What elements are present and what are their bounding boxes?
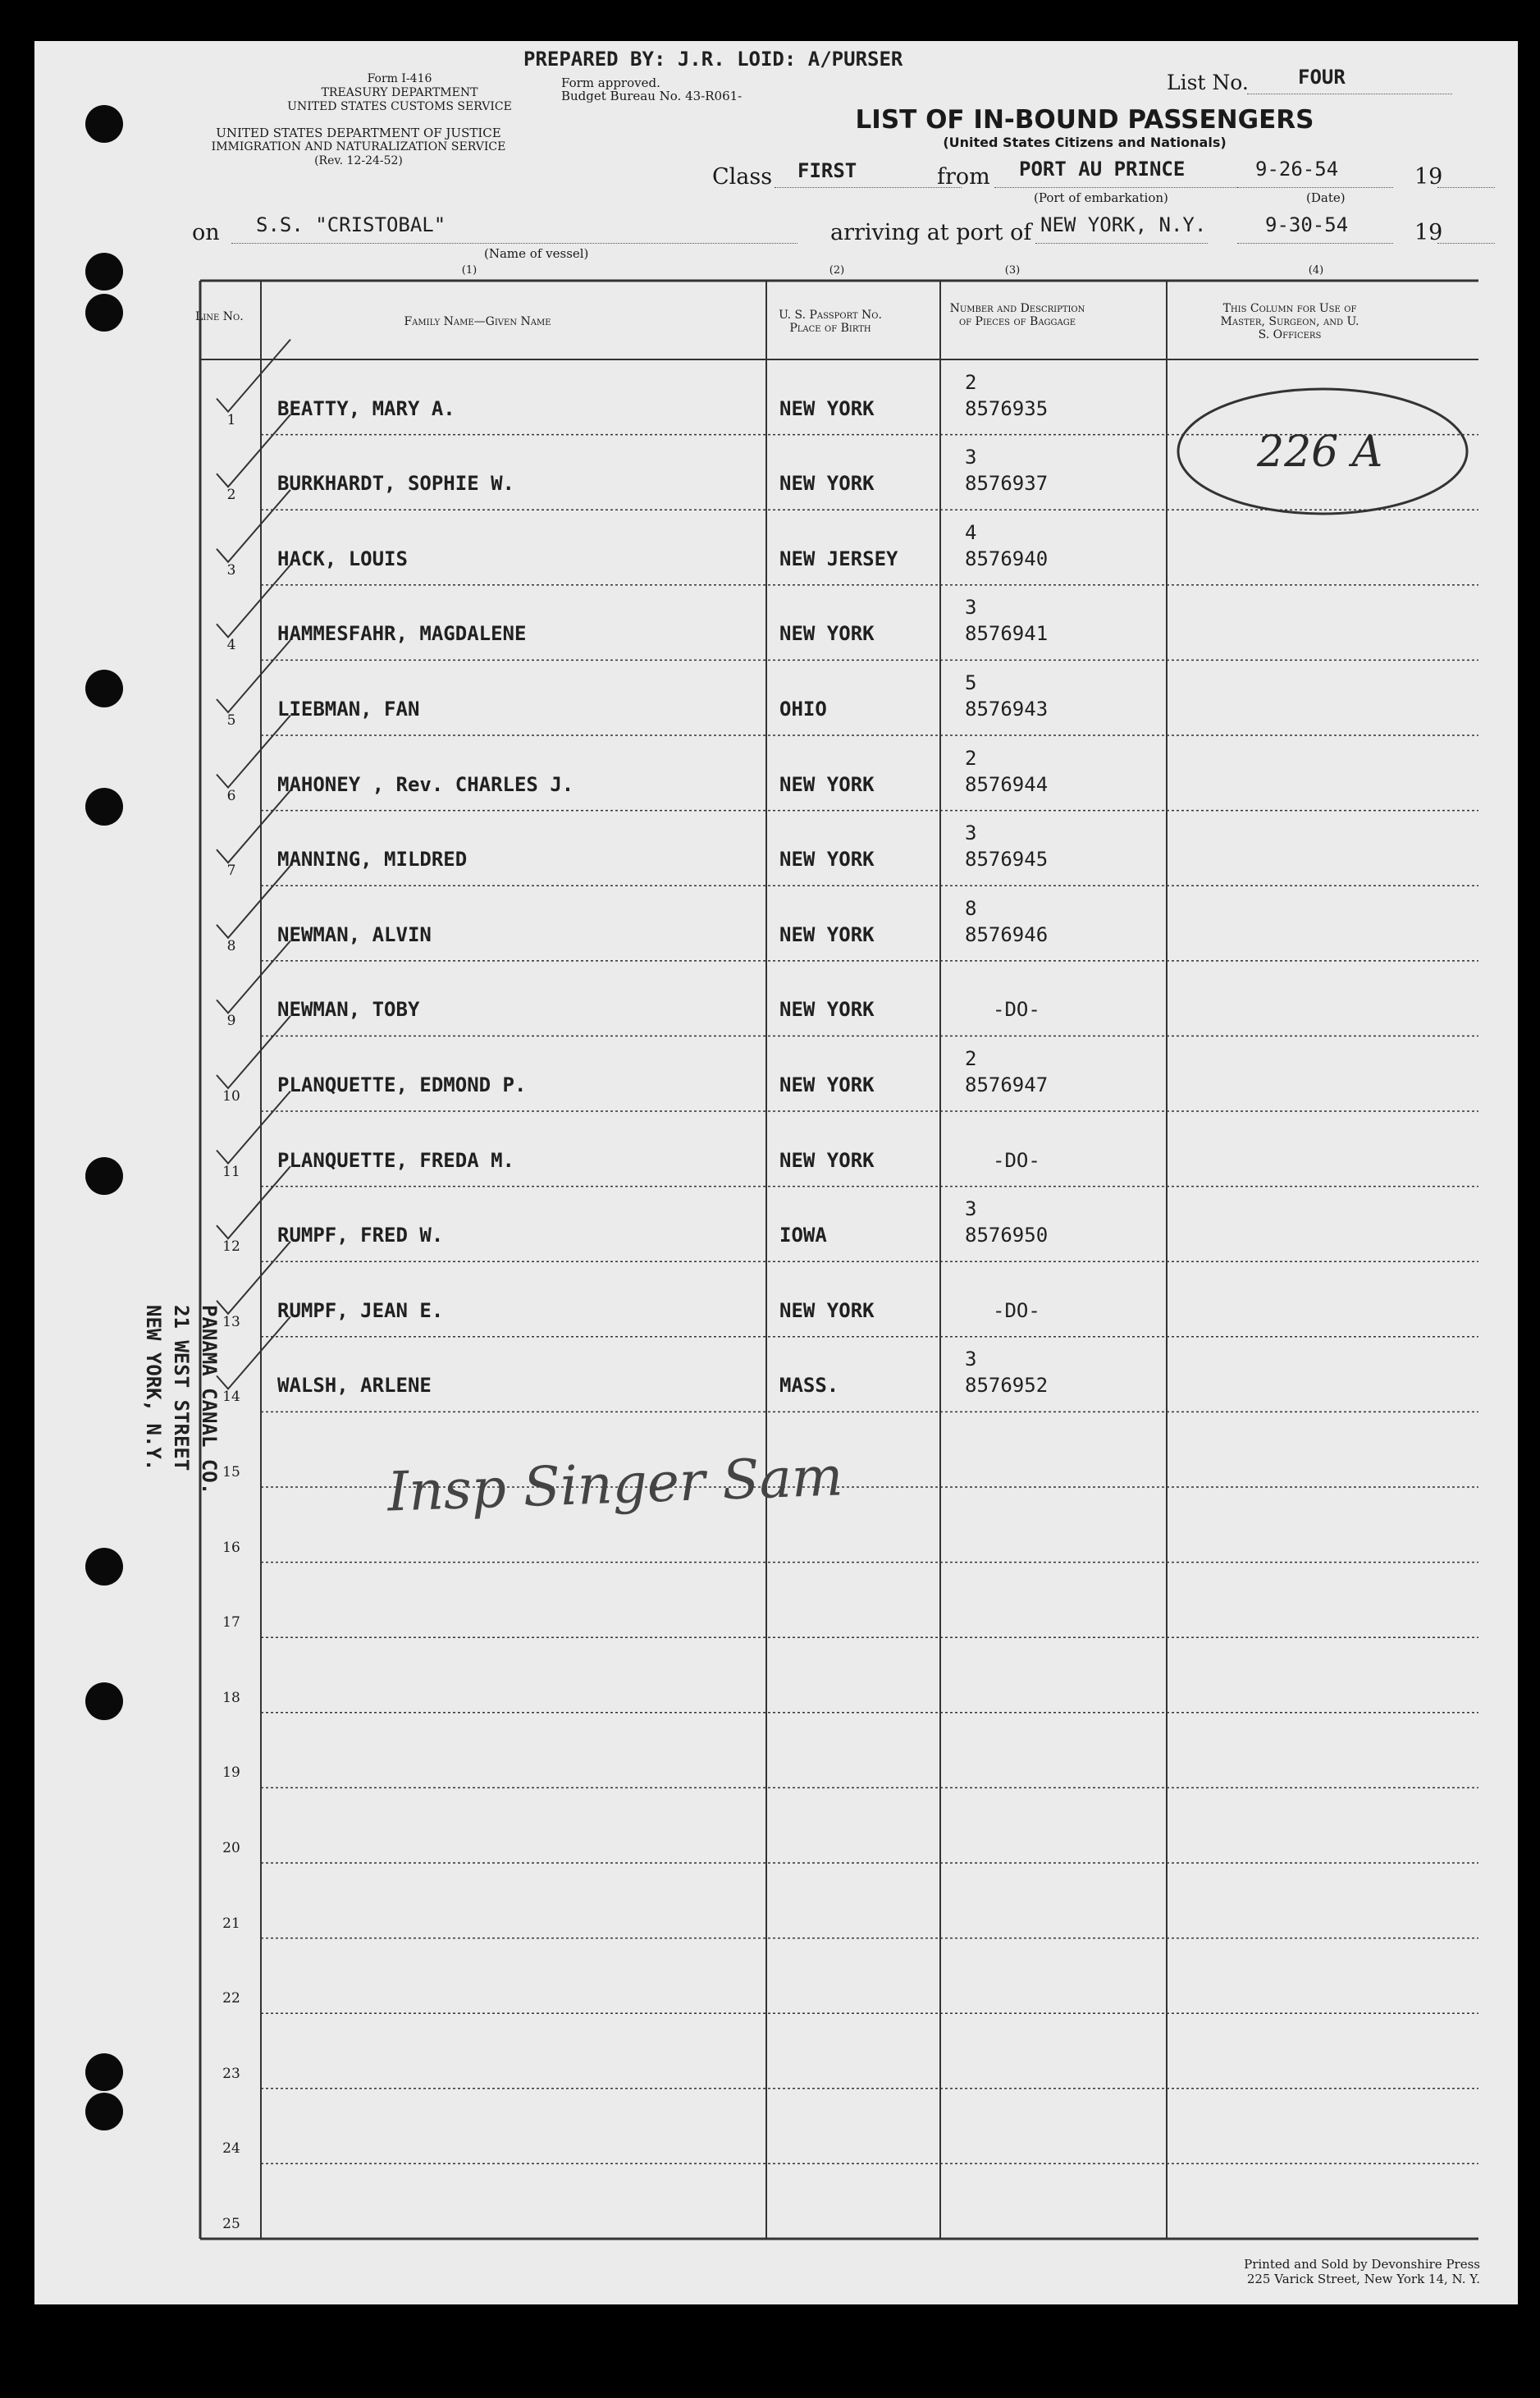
- passenger-name: NEWMAN, ALVIN: [277, 922, 432, 946]
- passenger-name: WALSH, ARLENE: [277, 1374, 432, 1398]
- baggage-pieces: 3: [965, 596, 977, 620]
- passenger-name: PLANQUETTE, FREDA M.: [277, 1148, 514, 1172]
- passenger-name: RUMPF, JEAN E.: [277, 1298, 444, 1322]
- embark-date: 9-26-54: [1255, 158, 1339, 181]
- baggage-pieces: 2: [965, 1047, 977, 1070]
- inspector-signature: Insp Singer Sam: [386, 1444, 844, 1524]
- from-label: from: [937, 164, 990, 190]
- line-number: 20: [222, 1840, 240, 1856]
- line-number: 25: [222, 2216, 240, 2232]
- line-number: 1: [226, 411, 236, 428]
- form-page: [34, 41, 1518, 2304]
- baggage-pieces: 5: [965, 671, 977, 694]
- circled-note-text: 226 A: [1257, 428, 1383, 477]
- place-of-birth: NEW JERSEY: [779, 547, 898, 570]
- baggage-tag: 8576941: [965, 622, 1049, 646]
- line-number: 21: [222, 1915, 240, 1932]
- baggage-pieces: 3: [965, 1348, 977, 1371]
- vessel-caption: (Name of vessel): [484, 246, 589, 261]
- port-embarkation-caption: (Port of embarkation): [1034, 190, 1168, 205]
- customs-service: UNITED STATES CUSTOMS SERVICE: [287, 100, 512, 113]
- port-of-embarkation: PORT AU PRINCE: [1019, 158, 1186, 181]
- baggage-tag: 8576952: [965, 1374, 1049, 1398]
- passenger-name: BURKHARDT, SOPHIE W.: [277, 472, 514, 496]
- place-of-birth: NEW YORK: [779, 622, 875, 646]
- place-of-birth: NEW YORK: [779, 1148, 875, 1172]
- baggage-tag: 8576935: [965, 396, 1049, 420]
- prepared-by: PREPARED BY: J.R. LOID: A/PURSER: [523, 48, 903, 71]
- line-number: 9: [226, 1013, 236, 1030]
- place-of-birth: NEW YORK: [779, 472, 875, 496]
- place-of-birth: NEW YORK: [779, 1073, 875, 1096]
- budget-bureau: Budget Bureau No. 43-R061-: [561, 89, 743, 103]
- arrival-date: 9-30-54: [1265, 213, 1349, 236]
- on-label: on: [192, 220, 220, 245]
- col-num-3: (3): [1004, 264, 1021, 277]
- header-officers: This Column for Use of Master, Surgeon, and U. S. Officers: [1220, 302, 1359, 341]
- baggage-pieces: 2: [965, 370, 977, 394]
- line-number: 11: [222, 1163, 240, 1180]
- arriving-label: arriving at port of: [830, 220, 1032, 245]
- line-number: 12: [222, 1238, 240, 1256]
- line-number: 22: [222, 1990, 240, 2007]
- place-of-birth: NEW YORK: [779, 998, 875, 1022]
- passenger-name: MANNING, MILDRED: [277, 848, 468, 872]
- form-approved: Form approved.: [561, 76, 660, 90]
- line-number: 15: [222, 1464, 240, 1480]
- line-number: 2: [226, 487, 236, 504]
- baggage-pieces: 3: [965, 1197, 977, 1221]
- place-of-birth: IOWA: [779, 1224, 827, 1247]
- baggage-tag: 8576944: [965, 772, 1049, 796]
- line-number: 14: [222, 1389, 240, 1406]
- line-number: 19: [222, 1764, 240, 1782]
- list-no-value: FOUR: [1298, 66, 1346, 89]
- class-label: Class: [712, 164, 773, 190]
- baggage-tag: 8576946: [965, 922, 1049, 946]
- line-number: 18: [222, 1689, 240, 1706]
- line-number: 7: [226, 863, 236, 880]
- printer-line-1: Printed and Sold by Devonshire Press: [1244, 2257, 1480, 2272]
- revision-date: (Rev. 12-24-52): [314, 154, 403, 167]
- line-number: 17: [222, 1614, 240, 1631]
- line-number: 13: [222, 1313, 240, 1330]
- year-label-1: 19: [1414, 164, 1443, 190]
- passenger-name: PLANQUETTE, EDMOND P.: [277, 1073, 527, 1096]
- baggage-tag: 8576943: [965, 698, 1049, 721]
- line-number: 4: [226, 637, 236, 654]
- header-name: Family Name—Given Name: [404, 315, 551, 328]
- circled-note: [1150, 361, 1495, 542]
- stamp-line-2: 21 WEST STREET: [170, 1305, 193, 1471]
- line-number: 24: [222, 2140, 240, 2158]
- line-number: 3: [226, 561, 236, 579]
- place-of-birth: NEW YORK: [779, 922, 875, 946]
- baggage-tag: 8576947: [965, 1073, 1049, 1096]
- header-baggage: Number and Description of Pieces of Baggage: [949, 302, 1085, 328]
- col-num-4: (4): [1308, 264, 1324, 277]
- stamp-line-1: PANAMA CANAL CO.: [198, 1305, 221, 1495]
- line-number: 8: [226, 937, 236, 954]
- place-of-birth: NEW YORK: [779, 396, 875, 420]
- header-passport: U. S. Passport No. Place of Birth: [779, 309, 882, 335]
- place-of-birth: NEW YORK: [779, 848, 875, 872]
- baggage-tag: -DO-: [993, 1148, 1040, 1172]
- line-number: 5: [226, 712, 236, 729]
- passenger-name: HAMMESFAHR, MAGDALENE: [277, 622, 527, 646]
- line-number: 6: [226, 787, 236, 804]
- col-num-2: (2): [829, 264, 845, 277]
- place-of-birth: NEW YORK: [779, 772, 875, 796]
- passenger-name: LIEBMAN, FAN: [277, 698, 420, 721]
- line-number: 23: [222, 2065, 240, 2082]
- treasury-dept: TREASURY DEPARTMENT: [321, 86, 478, 99]
- header-line-no: Line No.: [195, 310, 244, 323]
- passenger-name: BEATTY, MARY A.: [277, 396, 455, 420]
- side-stamp: [139, 1305, 223, 1494]
- list-no-label: List No.: [1167, 71, 1249, 94]
- port-of-arrival: NEW YORK, N.Y.: [1040, 213, 1207, 236]
- stamp-line-3: NEW YORK, N.Y.: [142, 1305, 165, 1471]
- passenger-name: MAHONEY , Rev. CHARLES J.: [277, 772, 574, 796]
- passenger-name: RUMPF, FRED W.: [277, 1224, 444, 1247]
- passenger-name: HACK, LOUIS: [277, 547, 408, 570]
- baggage-tag: -DO-: [993, 998, 1040, 1022]
- baggage-tag: 8576940: [965, 547, 1049, 570]
- printer-line-2: 225 Varick Street, New York 14, N. Y.: [1246, 2272, 1480, 2286]
- ins-service: IMMIGRATION AND NATURALIZATION SERVICE: [211, 140, 506, 153]
- baggage-pieces: 3: [965, 821, 977, 845]
- baggage-tag: 8576945: [965, 848, 1049, 872]
- class-value: FIRST: [797, 159, 857, 182]
- baggage-tag: 8576937: [965, 472, 1049, 496]
- vessel-name: S.S. "CRISTOBAL": [256, 213, 446, 236]
- baggage-pieces: 8: [965, 896, 977, 920]
- place-of-birth: OHIO: [779, 698, 827, 721]
- col-num-1: (1): [461, 264, 478, 277]
- place-of-birth: MASS.: [779, 1374, 839, 1398]
- place-of-birth: NEW YORK: [779, 1298, 875, 1322]
- line-number: 10: [222, 1088, 240, 1105]
- baggage-pieces: 2: [965, 746, 977, 770]
- form-number: Form I-416: [367, 72, 432, 85]
- baggage-tag: -DO-: [993, 1298, 1040, 1322]
- page-subtitle: (United States Citizens and Nationals): [943, 135, 1227, 150]
- baggage-tag: 8576950: [965, 1224, 1049, 1247]
- passenger-name: NEWMAN, TOBY: [277, 998, 420, 1022]
- baggage-pieces: 4: [965, 520, 977, 544]
- date-caption: (Date): [1306, 190, 1346, 205]
- baggage-pieces: 3: [965, 446, 977, 469]
- year-label-2: 19: [1414, 220, 1443, 245]
- justice-dept: UNITED STATES DEPARTMENT OF JUSTICE: [216, 126, 501, 140]
- line-number: 16: [222, 1539, 240, 1556]
- page-title: LIST OF IN-BOUND PASSENGERS: [855, 105, 1314, 135]
